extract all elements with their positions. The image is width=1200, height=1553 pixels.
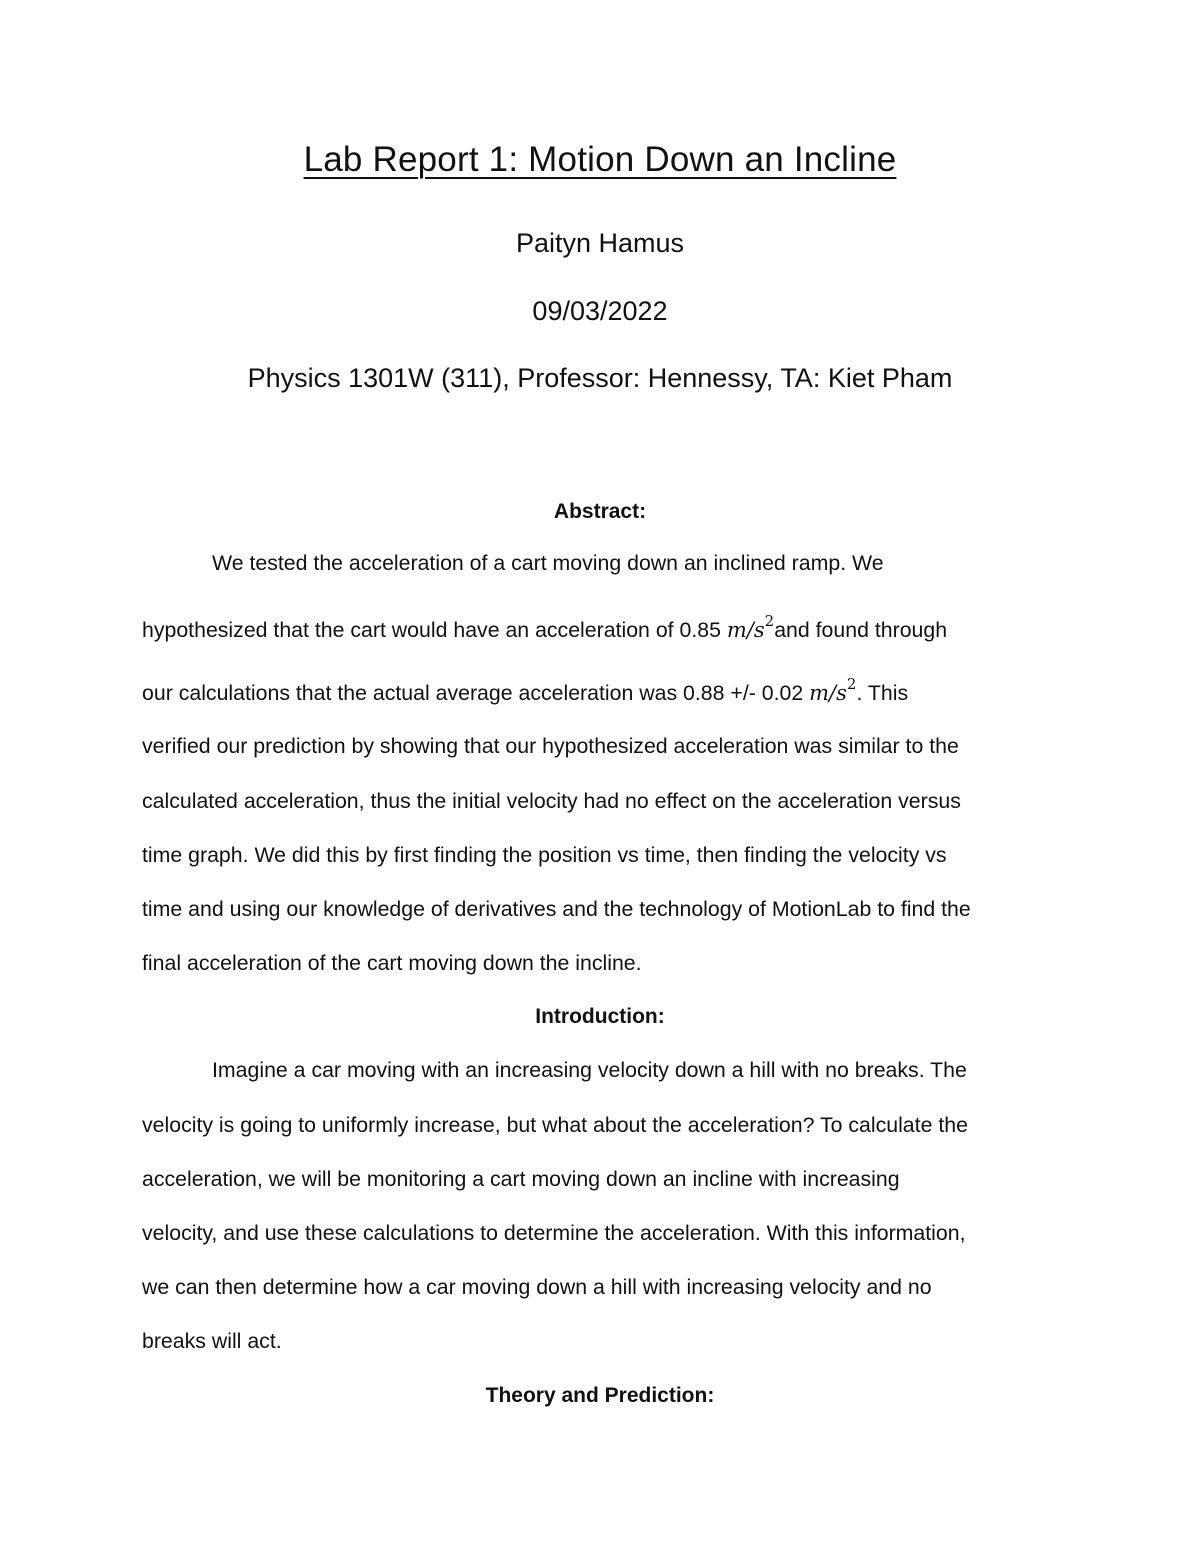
abstract-heading: Abstract: [553,500,647,523]
intro-line: Imagine a car moving with an increasing velocity down a hill with no breaks. The [212,1058,967,1082]
abstract-text: our calculations that the actual average acceleration was 0.88 +/- 0.02 [142,681,810,705]
introduction-heading: Introduction: [535,1005,665,1028]
abstract-text: and found through [774,618,948,642]
intro-line: velocity, and use these calculations to determine the acceleration. With this information, [142,1221,966,1245]
abstract-text: hypothesized that the cart would have an acceleration of 0.85 [142,618,727,642]
intro-line: breaks will act. [142,1329,282,1353]
unit-exponent: 2 [764,612,775,630]
abstract-line: We tested the acceleration of a cart moving down an inclined ramp. We [212,551,884,575]
intro-line: velocity is going to uniformly increase, but what about the acceleration? To calculate the [142,1113,968,1137]
abstract-line: time graph. We did this by first finding the position vs time, then finding the velocity vs [142,843,947,867]
abstract-line [142,612,948,643]
abstract-line: final acceleration of the cart moving down the incline. [142,951,642,975]
abstract-line: verified our prediction by showing that our hypothesized acceleration was similar to the [142,734,959,758]
abstract-line [142,675,909,706]
course-info: Physics 1301W (311), Professor: Hennessy, TA: Kiet Pham [247,363,953,393]
abstract-text: . This [856,681,909,705]
unit-exponent: 2 [846,675,857,693]
unit-formula [809,675,857,705]
unit-formula [726,612,775,642]
report-date: 09/03/2022 [532,296,668,326]
unit-text: m/s [809,681,847,705]
intro-line: acceleration, we will be monitoring a cart moving down an incline with increasing [142,1167,900,1191]
abstract-line: calculated acceleration, thus the initial velocity had no effect on the acceleration versus [142,789,961,813]
abstract-line: time and using our knowledge of derivatives and the technology of MotionLab to find the [142,897,971,921]
page-title: Lab Report 1: Motion Down an Incline [303,140,897,179]
theory-heading: Theory and Prediction: [485,1384,715,1407]
author-name: Paityn Hamus [515,228,685,258]
intro-line: we can then determine how a car moving down a hill with increasing velocity and no [142,1275,932,1299]
unit-text: m/s [726,618,765,642]
